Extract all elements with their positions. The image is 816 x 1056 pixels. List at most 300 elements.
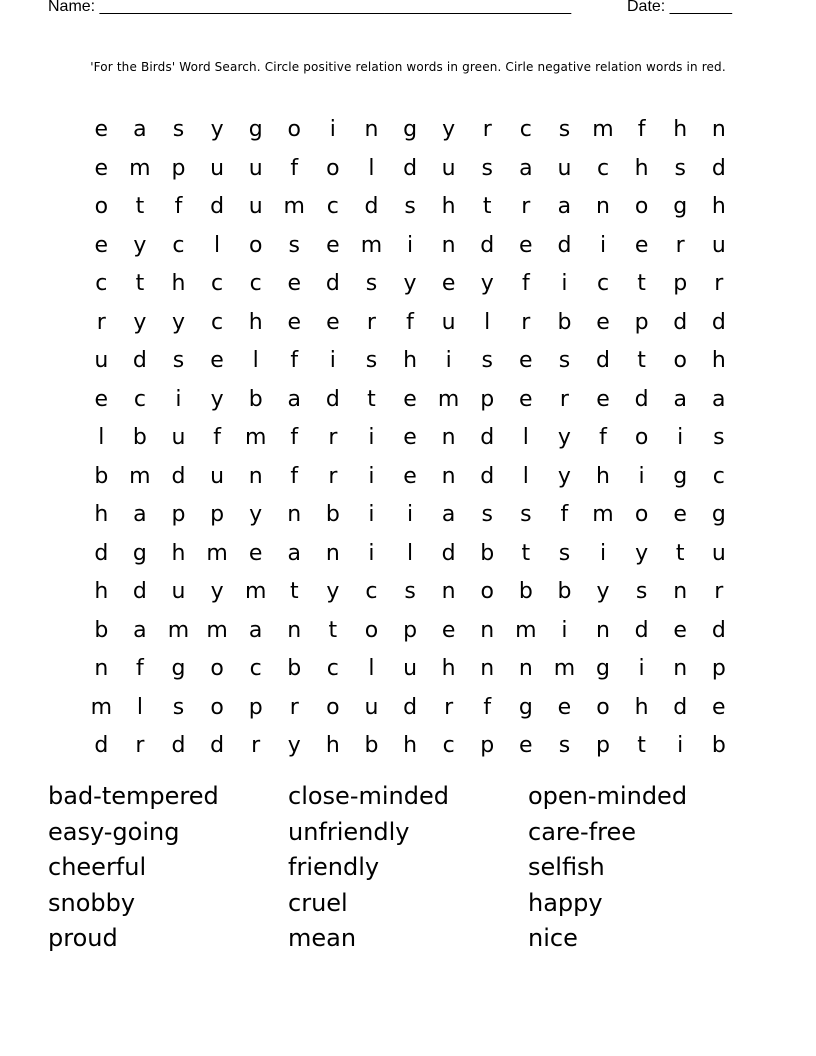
grid-letter[interactable]: h <box>441 656 456 681</box>
grid-letter[interactable]: n <box>441 579 456 604</box>
grid-letter[interactable]: o <box>596 694 610 720</box>
grid-letter[interactable]: l <box>522 425 529 450</box>
grid-letter[interactable]: d <box>596 348 610 373</box>
grid-letter[interactable]: n <box>441 425 456 450</box>
grid-letter[interactable]: g <box>673 194 688 219</box>
grid-letter[interactable]: r <box>289 694 299 720</box>
grid-letter[interactable]: i <box>638 463 645 489</box>
grid-letter[interactable]: b <box>132 425 147 450</box>
grid-letter[interactable]: l <box>368 656 375 681</box>
grid-letter[interactable]: c <box>211 309 224 335</box>
grid-letter[interactable]: s <box>172 117 185 142</box>
grid-letter[interactable]: c <box>596 155 610 181</box>
grid-letter[interactable]: l <box>522 463 529 489</box>
grid-letter[interactable]: u <box>711 232 726 258</box>
grid-letter[interactable]: i <box>638 656 645 681</box>
grid-letter[interactable]: s <box>635 579 648 604</box>
grid-letter[interactable]: n <box>441 232 456 258</box>
grid-letter[interactable]: y <box>596 579 610 604</box>
grid-letter[interactable]: y <box>133 232 147 258</box>
grid-letter[interactable]: b <box>94 617 109 643</box>
grid-letter[interactable]: e <box>519 232 533 258</box>
grid-letter[interactable]: e <box>441 271 456 296</box>
date-field[interactable]: Date: _______ <box>627 0 732 15</box>
grid-letter[interactable]: o <box>634 425 649 450</box>
grid-letter[interactable]: a <box>557 194 572 219</box>
grid-letter[interactable]: y <box>287 733 301 758</box>
grid-letter[interactable]: e <box>596 386 610 412</box>
grid-letter[interactable]: u <box>711 540 726 566</box>
grid-letter[interactable]: d <box>94 540 109 566</box>
grid-letter[interactable]: r <box>444 694 454 720</box>
grid-letter[interactable]: o <box>480 579 494 604</box>
grid-letter[interactable]: h <box>673 117 688 142</box>
grid-letter[interactable]: c <box>442 733 455 758</box>
grid-letter[interactable]: b <box>94 463 109 489</box>
grid-letter[interactable]: f <box>174 194 183 219</box>
grid-letter[interactable]: b <box>480 540 495 566</box>
instructions: 'For the Birds' Word Search. Circle positive relation words in green. Cirle negative relation words in red. <box>90 60 726 74</box>
grid-letter[interactable]: y <box>210 386 224 412</box>
grid-letter[interactable]: h <box>248 309 263 335</box>
grid-letter[interactable]: d <box>634 617 649 643</box>
grid-letter[interactable]: s <box>172 348 185 373</box>
grid-letter[interactable]: e <box>287 271 302 296</box>
grid-letter[interactable]: h <box>634 155 649 181</box>
grid-letter[interactable]: s <box>172 694 185 720</box>
grid-letter[interactable]: g <box>403 117 418 142</box>
grid-letter[interactable]: d <box>132 579 147 604</box>
grid-letter[interactable]: d <box>480 463 495 489</box>
grid-letter[interactable]: i <box>599 540 607 566</box>
grid-letter[interactable]: t <box>637 271 646 296</box>
grid-letter[interactable]: l <box>484 309 491 335</box>
grid-letter[interactable]: c <box>95 271 108 296</box>
grid-letter[interactable]: e <box>287 309 302 335</box>
grid-letter[interactable]: p <box>480 733 495 758</box>
grid-letter[interactable]: u <box>171 579 186 604</box>
grid-letter[interactable]: m <box>244 425 267 450</box>
grid-letter[interactable]: u <box>248 155 263 181</box>
grid-letter[interactable]: c <box>249 656 262 681</box>
grid-letter[interactable]: n <box>287 502 302 527</box>
grid-letter[interactable]: o <box>210 656 224 681</box>
grid-letter[interactable]: u <box>441 155 456 181</box>
word-list-item: proud <box>48 924 118 952</box>
grid-letter[interactable]: t <box>675 540 685 566</box>
grid-letter[interactable]: u <box>441 309 456 335</box>
grid-letter[interactable]: e <box>673 617 687 643</box>
grid-letter[interactable]: m <box>129 463 151 489</box>
word-list-item: snobby <box>48 888 136 917</box>
grid-letter[interactable]: s <box>404 579 416 604</box>
grid-letter[interactable]: c <box>712 463 725 489</box>
grid-letter[interactable]: s <box>365 348 378 373</box>
grid-letter[interactable]: c <box>211 271 224 296</box>
grid-letter[interactable]: f <box>560 502 569 527</box>
grid-letter[interactable]: d <box>325 386 340 412</box>
grid-letter[interactable]: f <box>136 656 144 681</box>
grid-letter[interactable]: s <box>365 271 378 296</box>
grid-letter[interactable]: d <box>364 194 379 219</box>
grid-letter[interactable]: t <box>637 733 646 758</box>
grid-letter[interactable]: c <box>172 232 185 258</box>
grid-letter[interactable]: c <box>596 271 610 296</box>
word-list-item: unfriendly <box>288 817 410 846</box>
grid-letter[interactable]: l <box>98 425 105 450</box>
grid-letter[interactable]: s <box>481 155 493 181</box>
grid-letter[interactable]: y <box>442 117 456 142</box>
grid-letter[interactable]: f <box>290 463 299 489</box>
grid-letter[interactable]: p <box>480 386 495 412</box>
grid-letter[interactable]: m <box>283 194 305 219</box>
grid-letter[interactable]: n <box>248 463 263 489</box>
grid-letter[interactable]: b <box>518 579 533 604</box>
grid-letter[interactable]: y <box>210 117 224 142</box>
grid-letter[interactable]: h <box>94 579 109 604</box>
grid-letter[interactable]: y <box>480 271 494 296</box>
grid-letter[interactable]: r <box>366 309 376 335</box>
grid-letter[interactable]: t <box>367 386 376 412</box>
grid-letter[interactable]: e <box>519 733 533 758</box>
grid-letter[interactable]: c <box>326 194 339 219</box>
grid-letter[interactable]: o <box>364 617 379 643</box>
grid-letter[interactable]: b <box>325 502 340 527</box>
grid-letter[interactable]: y <box>171 309 185 335</box>
grid-letter[interactable]: b <box>557 579 572 604</box>
grid-letter[interactable]: g <box>171 656 186 681</box>
grid-letter[interactable]: d <box>634 386 649 412</box>
grid-letter[interactable]: r <box>714 579 724 604</box>
grid-letter[interactable]: p <box>171 502 186 527</box>
grid-letter[interactable]: y <box>557 425 571 450</box>
grid-letter[interactable]: h <box>171 540 186 566</box>
grid-letter[interactable]: a <box>133 617 147 643</box>
grid-letter[interactable]: l <box>368 155 375 181</box>
grid-letter[interactable]: i <box>599 232 607 258</box>
grid-letter[interactable]: y <box>210 579 224 604</box>
grid-letter[interactable]: c <box>133 386 146 412</box>
grid-letter[interactable]: n <box>287 617 302 643</box>
grid-letter[interactable]: n <box>711 117 726 142</box>
grid-letter[interactable]: t <box>135 271 145 296</box>
grid-letter[interactable]: i <box>445 348 452 373</box>
grid-letter[interactable]: c <box>249 271 262 296</box>
grid-letter[interactable]: a <box>133 117 147 142</box>
grid-letter[interactable]: t <box>328 617 338 643</box>
grid-letter[interactable]: p <box>673 271 688 296</box>
grid-letter[interactable]: p <box>634 309 649 335</box>
grid-letter[interactable]: g <box>248 117 263 142</box>
grid-letter[interactable]: d <box>557 232 572 258</box>
grid-letter[interactable]: a <box>712 386 726 412</box>
grid-letter[interactable]: o <box>326 155 340 181</box>
grid-letter[interactable]: r <box>521 309 531 335</box>
grid-letter[interactable]: r <box>251 733 261 758</box>
grid-letter[interactable]: i <box>329 348 336 373</box>
grid-letter[interactable]: e <box>94 386 109 412</box>
grid-letter[interactable]: t <box>637 348 646 373</box>
grid-letter[interactable]: m <box>206 617 228 643</box>
grid-letter[interactable]: n <box>441 463 456 489</box>
grid-letter[interactable]: r <box>135 733 145 758</box>
grid-letter[interactable]: f <box>521 271 530 296</box>
grid-letter[interactable]: e <box>519 386 533 412</box>
grid-letter[interactable]: s <box>404 194 416 219</box>
grid-letter[interactable]: s <box>558 348 571 373</box>
grid-letter[interactable]: g <box>673 463 688 489</box>
grid-letter[interactable]: i <box>175 386 182 412</box>
grid-letter[interactable]: s <box>481 502 493 527</box>
grid-letter[interactable]: t <box>521 540 531 566</box>
grid-letter[interactable]: d <box>673 694 688 720</box>
grid-letter[interactable]: y <box>326 579 340 604</box>
grid-letter[interactable]: s <box>520 502 532 527</box>
grid-letter[interactable]: s <box>558 117 571 142</box>
grid-letter[interactable]: g <box>132 540 147 566</box>
grid-letter[interactable]: h <box>441 194 456 219</box>
grid-letter[interactable]: d <box>94 733 109 758</box>
grid-letter[interactable]: m <box>553 656 576 681</box>
grid-letter[interactable]: n <box>480 617 495 643</box>
grid-letter[interactable]: f <box>290 425 299 450</box>
grid-letter[interactable]: i <box>368 502 375 527</box>
grid-letter[interactable]: n <box>518 656 533 681</box>
grid-letter[interactable]: e <box>634 232 649 258</box>
grid-letter[interactable]: r <box>482 117 492 142</box>
grid-letter[interactable]: m <box>592 502 614 527</box>
grid-letter[interactable]: c <box>365 579 378 604</box>
grid-letter[interactable]: e <box>557 694 572 720</box>
grid-letter[interactable]: b <box>364 733 379 758</box>
grid-letter[interactable]: d <box>711 309 726 335</box>
grid-letter[interactable]: o <box>248 232 263 258</box>
grid-letter[interactable]: e <box>210 348 224 373</box>
grid-letter[interactable]: o <box>634 194 649 219</box>
grid-letter[interactable]: b <box>287 656 302 681</box>
grid-letter[interactable]: t <box>289 579 299 604</box>
grid-letter[interactable]: e <box>673 502 687 527</box>
grid-letter[interactable]: y <box>557 463 571 489</box>
grid-letter[interactable]: h <box>403 733 418 758</box>
grid-letter[interactable]: n <box>673 579 688 604</box>
grid-letter[interactable]: m <box>360 232 383 258</box>
grid-letter[interactable]: d <box>325 271 340 296</box>
grid-letter[interactable]: e <box>403 463 417 489</box>
grid-letter[interactable]: o <box>673 348 687 373</box>
grid-letter[interactable]: e <box>326 309 340 335</box>
grid-letter[interactable]: i <box>677 733 684 758</box>
grid-letter[interactable]: n <box>673 656 688 681</box>
grid-letter[interactable]: i <box>406 232 414 258</box>
grid-letter[interactable]: d <box>171 463 186 489</box>
grid-letter[interactable]: p <box>596 733 610 758</box>
grid-letter[interactable]: y <box>403 271 417 296</box>
grid-letter[interactable]: y <box>635 540 649 566</box>
grid-letter[interactable]: t <box>135 194 145 219</box>
grid-letter[interactable]: f <box>213 425 221 450</box>
word-list-item: selfish <box>528 853 605 881</box>
grid-letter[interactable]: f <box>406 309 414 335</box>
grid-letter[interactable]: e <box>403 425 417 450</box>
grid-letter[interactable]: d <box>441 540 456 566</box>
grid-letter[interactable]: u <box>557 155 572 181</box>
grid-letter[interactable]: s <box>713 425 725 450</box>
grid-letter[interactable]: e <box>94 117 109 142</box>
word-list-item: cheerful <box>48 853 147 881</box>
grid-letter[interactable]: d <box>403 694 418 720</box>
word-list-item: happy <box>528 888 603 917</box>
grid-letter[interactable]: e <box>403 386 417 412</box>
grid-letter[interactable]: d <box>711 155 726 181</box>
grid-letter[interactable]: u <box>94 348 109 373</box>
grid-letter[interactable]: h <box>325 733 340 758</box>
grid-letter[interactable]: a <box>248 617 263 643</box>
grid-letter[interactable]: y <box>133 309 147 335</box>
grid-letter[interactable]: h <box>403 348 418 373</box>
grid-letter[interactable]: a <box>287 540 301 566</box>
grid-letter[interactable]: d <box>403 155 418 181</box>
grid-letter[interactable]: s <box>674 155 686 181</box>
word-list-item: friendly <box>288 853 380 881</box>
grid-letter[interactable]: h <box>171 271 186 296</box>
grid-letter[interactable]: h <box>596 463 610 489</box>
grid-letter[interactable]: n <box>364 117 379 142</box>
grid-letter[interactable]: m <box>206 540 228 566</box>
grid-letter[interactable]: h <box>711 194 726 219</box>
grid-letter[interactable]: s <box>481 348 493 373</box>
name-field[interactable]: Name: _____________________________________________________ <box>48 0 572 15</box>
grid-letter[interactable]: m <box>515 617 537 643</box>
grid-letter[interactable]: l <box>214 232 221 258</box>
grid-letter[interactable]: b <box>248 386 263 412</box>
grid-letter[interactable]: r <box>96 309 106 335</box>
grid-letter[interactable]: r <box>328 425 338 450</box>
grid-letter[interactable]: d <box>673 309 688 335</box>
grid-letter[interactable]: n <box>596 617 610 643</box>
grid-letter[interactable]: a <box>287 386 301 412</box>
grid-letter[interactable]: p <box>248 694 263 720</box>
grid-letter[interactable]: e <box>712 694 726 720</box>
grid-letter[interactable]: a <box>133 502 147 527</box>
grid-letter[interactable]: u <box>210 463 225 489</box>
grid-letter[interactable]: i <box>368 425 375 450</box>
grid-letter[interactable]: e <box>519 348 533 373</box>
grid-letter[interactable]: n <box>94 656 109 681</box>
grid-letter[interactable]: o <box>94 194 109 219</box>
grid-letter[interactable]: a <box>673 386 687 412</box>
grid-letter[interactable]: i <box>406 502 414 527</box>
grid-letter[interactable]: h <box>94 502 109 527</box>
grid-letter[interactable]: m <box>129 155 151 181</box>
grid-letter[interactable]: b <box>711 733 726 758</box>
grid-letter[interactable]: n <box>480 656 495 681</box>
grid-letter[interactable]: g <box>711 502 726 527</box>
grid-letter[interactable]: u <box>364 694 379 720</box>
grid-letter[interactable]: t <box>482 194 492 219</box>
grid-letter[interactable]: m <box>244 579 267 604</box>
grid-letter[interactable]: r <box>328 463 338 489</box>
grid-letter[interactable]: n <box>596 194 610 219</box>
grid-letter[interactable]: o <box>287 117 301 142</box>
grid-letter[interactable]: d <box>171 733 186 758</box>
grid-letter[interactable]: u <box>248 194 263 219</box>
grid-letter[interactable]: m <box>90 694 113 720</box>
grid-letter[interactable]: e <box>326 232 340 258</box>
grid-letter[interactable]: i <box>329 117 336 142</box>
grid-letter[interactable]: p <box>711 656 726 681</box>
grid-letter[interactable]: g <box>596 656 610 681</box>
grid-letter[interactable]: o <box>326 694 340 720</box>
grid-letter[interactable]: e <box>94 155 109 181</box>
grid-letter[interactable]: y <box>249 502 263 527</box>
grid-letter[interactable]: e <box>248 540 263 566</box>
grid-letter[interactable]: g <box>518 694 533 720</box>
grid-letter[interactable]: l <box>406 540 414 566</box>
grid-letter[interactable]: s <box>558 733 571 758</box>
grid-letter[interactable]: d <box>711 617 726 643</box>
grid-letter[interactable]: p <box>403 617 418 643</box>
grid-letter[interactable]: a <box>519 155 533 181</box>
grid-letter[interactable]: n <box>325 540 340 566</box>
grid-letter[interactable]: r <box>675 232 685 258</box>
grid-letter[interactable]: d <box>210 194 225 219</box>
grid-letter[interactable]: b <box>557 309 572 335</box>
grid-letter[interactable]: o <box>634 502 649 527</box>
grid-letter[interactable]: p <box>210 502 225 527</box>
grid-letter[interactable]: o <box>210 694 224 720</box>
grid-letter[interactable]: r <box>521 194 531 219</box>
grid-letter[interactable]: i <box>368 540 375 566</box>
word-list-item: open-minded <box>528 782 688 810</box>
grid-letter[interactable]: i <box>368 463 375 489</box>
grid-letter[interactable]: r <box>559 386 569 412</box>
grid-letter[interactable]: d <box>132 348 147 373</box>
grid-letter[interactable]: h <box>634 694 649 720</box>
grid-letter[interactable]: c <box>519 117 532 142</box>
grid-letter[interactable]: c <box>326 656 339 681</box>
grid-letter[interactable]: i <box>561 617 568 643</box>
grid-letter[interactable]: f <box>637 117 646 142</box>
grid-letter[interactable]: f <box>290 155 299 181</box>
grid-letter[interactable]: m <box>437 386 460 412</box>
grid-letter[interactable]: p <box>171 155 186 181</box>
grid-letter[interactable]: r <box>714 271 724 296</box>
grid-letter[interactable]: i <box>561 271 568 296</box>
grid-letter[interactable]: u <box>171 425 186 450</box>
grid-letter[interactable]: u <box>403 656 418 681</box>
grid-letter[interactable]: a <box>441 502 456 527</box>
grid-letter[interactable]: f <box>290 348 299 373</box>
grid-letter[interactable]: e <box>94 232 109 258</box>
grid-letter[interactable]: m <box>592 117 614 142</box>
grid-letter[interactable]: h <box>711 348 726 373</box>
grid-letter[interactable]: s <box>288 232 300 258</box>
grid-letter[interactable]: i <box>677 425 684 450</box>
grid-letter[interactable]: l <box>252 348 259 373</box>
grid-letter[interactable]: d <box>210 733 225 758</box>
grid-letter[interactable]: s <box>558 540 571 566</box>
grid-letter[interactable]: d <box>480 425 495 450</box>
grid-letter[interactable]: m <box>167 617 190 643</box>
grid-letter[interactable]: l <box>136 694 143 720</box>
grid-letter[interactable]: e <box>596 309 610 335</box>
grid-letter[interactable]: u <box>210 155 225 181</box>
grid-letter[interactable]: e <box>441 617 456 643</box>
grid-letter[interactable]: f <box>483 694 492 720</box>
grid-letter[interactable]: f <box>599 425 607 450</box>
grid-letter[interactable]: d <box>480 232 495 258</box>
